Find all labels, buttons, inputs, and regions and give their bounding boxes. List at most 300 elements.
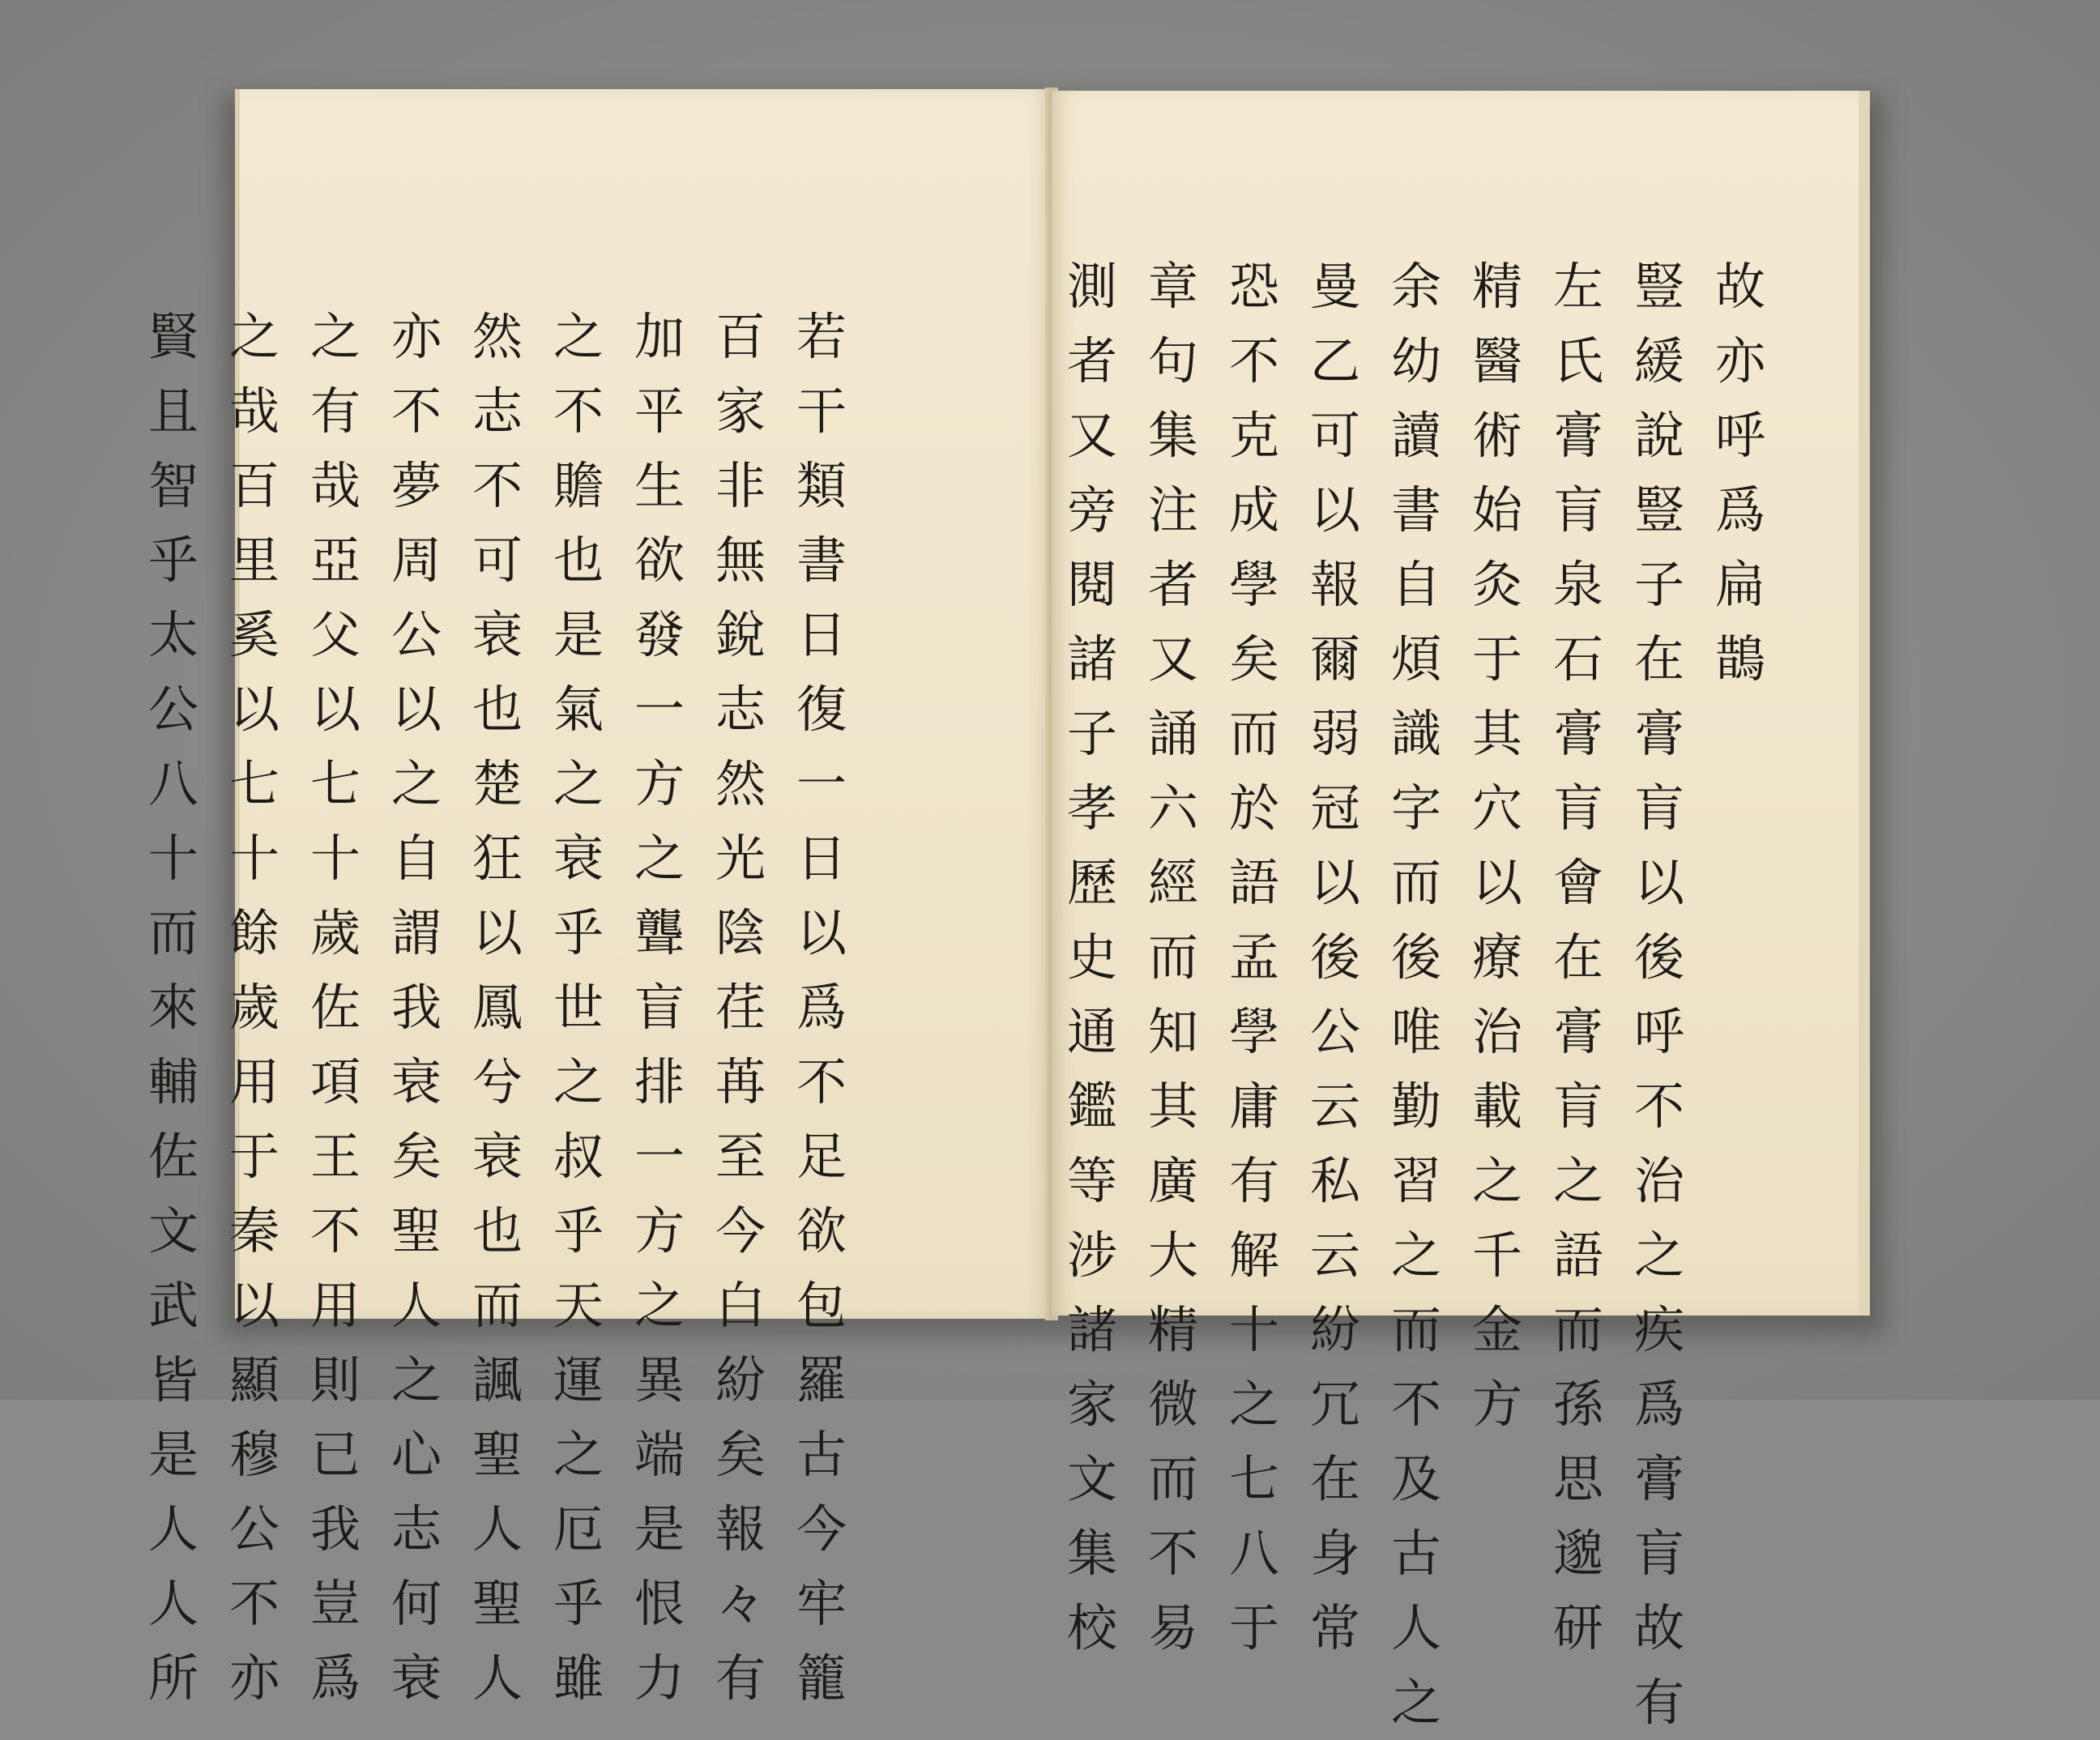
glyph: 報 bbox=[1309, 555, 1360, 614]
glyph: 不 bbox=[228, 1574, 280, 1633]
glyph: 不 bbox=[1390, 1375, 1441, 1434]
glyph: 厄 bbox=[553, 1499, 604, 1559]
glyph: 千 bbox=[1471, 1226, 1522, 1285]
glyph: 佐 bbox=[309, 978, 361, 1037]
glyph: 衰 bbox=[472, 1127, 523, 1186]
glyph: 叔 bbox=[553, 1127, 604, 1186]
glyph: 章 bbox=[1147, 257, 1198, 316]
glyph: 聾 bbox=[634, 903, 685, 962]
glyph: 苒 bbox=[715, 1052, 766, 1111]
glyph: 克 bbox=[1228, 406, 1279, 465]
glyph: 心 bbox=[391, 1425, 442, 1484]
glyph: 矣 bbox=[391, 1127, 442, 1186]
glyph: 冠 bbox=[1309, 778, 1360, 838]
left-page bbox=[147, 89, 1052, 1708]
glyph: 余 bbox=[1390, 257, 1441, 316]
glyph: 不 bbox=[1633, 1077, 1684, 1136]
glyph: 羅 bbox=[796, 1350, 847, 1409]
glyph: 亦 bbox=[1714, 331, 1765, 390]
glyph: 且 bbox=[147, 382, 198, 441]
glyph: 平 bbox=[634, 382, 685, 441]
glyph: 以 bbox=[472, 903, 523, 962]
glyph: 古 bbox=[1390, 1524, 1441, 1583]
glyph: 而 bbox=[472, 1276, 523, 1335]
glyph: 醫 bbox=[1471, 331, 1522, 390]
glyph: 於 bbox=[1228, 778, 1279, 838]
glyph: 在 bbox=[1633, 629, 1684, 689]
glyph: 光 bbox=[715, 829, 766, 888]
glyph: 廣 bbox=[1147, 1151, 1198, 1210]
glyph: 爲 bbox=[1633, 1375, 1684, 1434]
glyph: 之 bbox=[1471, 1151, 1522, 1210]
glyph: 子 bbox=[1066, 704, 1117, 763]
glyph: 然 bbox=[715, 754, 766, 813]
glyph: 端 bbox=[634, 1425, 685, 1484]
glyph: 乎 bbox=[553, 1574, 604, 1633]
glyph: 六 bbox=[1147, 778, 1198, 838]
glyph: 力 bbox=[634, 1648, 685, 1708]
glyph: 謂 bbox=[391, 903, 442, 962]
glyph: 類 bbox=[796, 456, 847, 515]
glyph: 微 bbox=[1147, 1375, 1198, 1434]
glyph: 豎 bbox=[1633, 257, 1684, 316]
glyph: 家 bbox=[715, 382, 766, 441]
glyph: 又 bbox=[1147, 629, 1198, 689]
glyph: 後 bbox=[1309, 928, 1360, 987]
glyph: 緩 bbox=[1633, 331, 1684, 390]
glyph: 餘 bbox=[228, 903, 280, 962]
glyph: 古 bbox=[796, 1425, 847, 1484]
glyph: 十 bbox=[1228, 1300, 1279, 1359]
glyph: 鳳 bbox=[472, 978, 523, 1037]
glyph: 集 bbox=[1147, 406, 1198, 465]
glyph: 恐 bbox=[1228, 257, 1279, 316]
glyph: 說 bbox=[1633, 406, 1684, 465]
glyph: 今 bbox=[715, 1201, 766, 1260]
glyph: 之 bbox=[553, 1052, 604, 1111]
glyph: 以 bbox=[228, 680, 280, 739]
glyph: 療 bbox=[1471, 928, 1522, 987]
glyph: 發 bbox=[634, 605, 685, 664]
glyph: 項 bbox=[309, 1052, 361, 1111]
glyph: 兮 bbox=[472, 1052, 523, 1111]
glyph: 灸 bbox=[1471, 555, 1522, 614]
glyph: 易 bbox=[1147, 1598, 1198, 1657]
glyph: 文 bbox=[1066, 1449, 1117, 1508]
glyph: 識 bbox=[1390, 704, 1441, 763]
glyph: 亦 bbox=[391, 307, 442, 366]
glyph: 至 bbox=[715, 1127, 766, 1186]
left-column-1 bbox=[789, 300, 854, 1716]
glyph: 膏 bbox=[1552, 704, 1603, 763]
glyph: 可 bbox=[1309, 406, 1360, 465]
glyph: 于 bbox=[1228, 1598, 1279, 1657]
glyph: 習 bbox=[1390, 1151, 1441, 1210]
glyph: 者 bbox=[1147, 555, 1198, 614]
glyph: 人 bbox=[147, 1499, 198, 1559]
right-column-9 bbox=[1060, 249, 1125, 1665]
glyph: 白 bbox=[715, 1276, 766, 1335]
glyph: 奚 bbox=[228, 605, 280, 664]
glyph: 解 bbox=[1228, 1226, 1279, 1285]
glyph: 成 bbox=[1228, 480, 1279, 539]
glyph: 何 bbox=[391, 1574, 442, 1633]
glyph: 欲 bbox=[634, 531, 685, 590]
glyph: 之 bbox=[1633, 1226, 1684, 1285]
glyph: 大 bbox=[1147, 1226, 1198, 1285]
glyph: 語 bbox=[1552, 1226, 1603, 1285]
left-column-7 bbox=[303, 300, 368, 1716]
glyph: 之 bbox=[1390, 1226, 1441, 1285]
glyph: 有 bbox=[1228, 1151, 1279, 1210]
glyph: 始 bbox=[1471, 480, 1522, 539]
glyph: 孝 bbox=[1066, 778, 1117, 838]
glyph: 人 bbox=[1390, 1598, 1441, 1657]
glyph: 等 bbox=[1066, 1151, 1117, 1210]
glyph: 學 bbox=[1228, 555, 1279, 614]
glyph: 學 bbox=[1228, 1002, 1279, 1061]
glyph: 來 bbox=[147, 978, 198, 1037]
glyph: 人 bbox=[472, 1499, 523, 1559]
right-column-1 bbox=[1708, 249, 1773, 697]
glyph: 其 bbox=[1471, 704, 1522, 763]
glyph: 不 bbox=[553, 382, 604, 441]
glyph: 日 bbox=[796, 605, 847, 664]
glyph: 以 bbox=[1471, 853, 1522, 912]
glyph: 籠 bbox=[796, 1648, 847, 1708]
glyph: 鵲 bbox=[1714, 629, 1765, 689]
glyph: 八 bbox=[1228, 1524, 1279, 1583]
glyph: 牢 bbox=[796, 1574, 847, 1633]
glyph: 哉 bbox=[228, 382, 280, 441]
glyph: 以 bbox=[391, 680, 442, 739]
glyph: 孟 bbox=[1228, 928, 1279, 987]
glyph: 經 bbox=[1147, 853, 1198, 912]
glyph: 精 bbox=[1471, 257, 1522, 316]
glyph: 誦 bbox=[1147, 704, 1198, 763]
glyph: 我 bbox=[391, 978, 442, 1037]
glyph: 非 bbox=[715, 456, 766, 515]
glyph: 武 bbox=[147, 1276, 198, 1335]
glyph: 石 bbox=[1552, 629, 1603, 689]
glyph: 不 bbox=[1228, 331, 1279, 390]
glyph: 父 bbox=[309, 605, 361, 664]
glyph: 句 bbox=[1147, 331, 1198, 390]
glyph: 用 bbox=[228, 1052, 280, 1111]
right-column-4 bbox=[1465, 249, 1530, 1442]
glyph: 夢 bbox=[391, 456, 442, 515]
left-column-3 bbox=[627, 300, 692, 1716]
glyph: 是 bbox=[553, 605, 604, 664]
glyph: 八 bbox=[147, 754, 198, 813]
glyph: 書 bbox=[1390, 480, 1441, 539]
glyph: 膏 bbox=[1552, 1002, 1603, 1061]
glyph: 精 bbox=[1147, 1300, 1198, 1359]
glyph: 治 bbox=[1633, 1151, 1684, 1210]
glyph: 公 bbox=[147, 680, 198, 739]
glyph: 聖 bbox=[472, 1574, 523, 1633]
glyph: 曼 bbox=[1309, 257, 1360, 316]
glyph: 人 bbox=[391, 1276, 442, 1335]
glyph: 之 bbox=[553, 754, 604, 813]
glyph: 在 bbox=[1309, 1449, 1360, 1508]
glyph: 又 bbox=[1066, 406, 1117, 465]
glyph: 載 bbox=[1471, 1077, 1522, 1136]
glyph: 之 bbox=[391, 1350, 442, 1409]
glyph: 矣 bbox=[1228, 629, 1279, 689]
glyph: 之 bbox=[1228, 1375, 1279, 1434]
glyph: 干 bbox=[796, 382, 847, 441]
glyph: 太 bbox=[147, 605, 198, 664]
glyph: 陰 bbox=[715, 903, 766, 962]
glyph: 日 bbox=[796, 829, 847, 888]
left-column-6 bbox=[384, 300, 449, 1716]
glyph: 以 bbox=[1309, 480, 1360, 539]
glyph: 膏 bbox=[1633, 1449, 1684, 1508]
glyph: 方 bbox=[1471, 1375, 1522, 1434]
right-page bbox=[1052, 91, 1870, 1732]
glyph: 爾 bbox=[1309, 629, 1360, 689]
glyph: 方 bbox=[634, 1201, 685, 1260]
glyph: 之 bbox=[228, 307, 280, 366]
glyph: 爲 bbox=[796, 978, 847, 1037]
left-column-4 bbox=[546, 300, 611, 1716]
glyph: 疾 bbox=[1633, 1300, 1684, 1359]
glyph: 志 bbox=[391, 1499, 442, 1559]
glyph: 之 bbox=[634, 829, 685, 888]
glyph: 王 bbox=[309, 1127, 361, 1186]
glyph: 乎 bbox=[553, 903, 604, 962]
glyph: 自 bbox=[1390, 555, 1441, 614]
glyph: 及 bbox=[1390, 1449, 1441, 1508]
glyph: 是 bbox=[147, 1425, 198, 1484]
glyph: 爲 bbox=[309, 1648, 361, 1708]
glyph: 銳 bbox=[715, 605, 766, 664]
glyph: 身 bbox=[1309, 1524, 1360, 1583]
glyph: 排 bbox=[634, 1052, 685, 1111]
glyph: 聖 bbox=[391, 1201, 442, 1260]
glyph: 後 bbox=[1390, 928, 1441, 987]
glyph: 雖 bbox=[553, 1648, 604, 1708]
glyph: 足 bbox=[796, 1127, 847, 1186]
glyph: 穆 bbox=[228, 1425, 280, 1484]
glyph: 十 bbox=[309, 829, 361, 888]
glyph: 以 bbox=[796, 903, 847, 962]
glyph: 復 bbox=[796, 680, 847, 739]
glyph: 々 bbox=[715, 1574, 766, 1633]
glyph: 爲 bbox=[1714, 480, 1765, 539]
glyph: 不 bbox=[796, 1052, 847, 1111]
glyph: 七 bbox=[228, 754, 280, 813]
glyph: 穴 bbox=[1471, 778, 1522, 838]
glyph: 七 bbox=[1228, 1449, 1279, 1508]
glyph: 之 bbox=[634, 1276, 685, 1335]
glyph: 涉 bbox=[1066, 1226, 1117, 1285]
glyph: 加 bbox=[634, 307, 685, 366]
right-column-7 bbox=[1222, 249, 1287, 1665]
glyph: 煩 bbox=[1390, 629, 1441, 689]
glyph: 楚 bbox=[472, 754, 523, 813]
glyph: 文 bbox=[147, 1201, 198, 1260]
glyph: 扁 bbox=[1714, 555, 1765, 614]
glyph: 盲 bbox=[634, 978, 685, 1037]
glyph: 方 bbox=[634, 754, 685, 813]
glyph: 其 bbox=[1147, 1077, 1198, 1136]
glyph: 狂 bbox=[472, 829, 523, 888]
glyph: 歲 bbox=[309, 903, 361, 962]
glyph: 云 bbox=[1309, 1226, 1360, 1285]
glyph: 氣 bbox=[553, 680, 604, 739]
glyph: 校 bbox=[1066, 1598, 1117, 1657]
glyph: 之 bbox=[391, 754, 442, 813]
glyph: 膏 bbox=[1552, 406, 1603, 465]
glyph: 金 bbox=[1471, 1300, 1522, 1359]
glyph: 而 bbox=[1147, 928, 1198, 987]
glyph: 亦 bbox=[228, 1648, 280, 1708]
glyph: 智 bbox=[147, 456, 198, 515]
glyph: 邈 bbox=[1552, 1524, 1603, 1583]
glyph: 豈 bbox=[309, 1574, 361, 1633]
glyph: 紛 bbox=[1309, 1300, 1360, 1359]
glyph: 故 bbox=[1714, 257, 1765, 316]
glyph: 也 bbox=[472, 1201, 523, 1260]
glyph: 旁 bbox=[1066, 480, 1117, 539]
glyph: 天 bbox=[553, 1276, 604, 1335]
glyph: 衰 bbox=[472, 605, 523, 664]
glyph: 注 bbox=[1147, 480, 1198, 539]
glyph: 也 bbox=[553, 531, 604, 590]
glyph: 恨 bbox=[634, 1574, 685, 1633]
glyph: 之 bbox=[553, 307, 604, 366]
left-column-9 bbox=[141, 300, 206, 1716]
glyph: 庸 bbox=[1228, 1077, 1279, 1136]
glyph: 有 bbox=[1633, 1673, 1684, 1732]
glyph: 肓 bbox=[1552, 480, 1603, 539]
glyph: 而 bbox=[1552, 1300, 1603, 1359]
glyph: 里 bbox=[228, 531, 280, 590]
glyph: 若 bbox=[796, 307, 847, 366]
glyph: 不 bbox=[1147, 1524, 1198, 1583]
glyph: 人 bbox=[147, 1574, 198, 1633]
glyph: 生 bbox=[634, 456, 685, 515]
glyph: 思 bbox=[1552, 1449, 1603, 1508]
glyph: 百 bbox=[715, 307, 766, 366]
glyph: 之 bbox=[309, 307, 361, 366]
glyph: 子 bbox=[1633, 555, 1684, 614]
glyph: 字 bbox=[1390, 778, 1441, 838]
glyph: 聖 bbox=[472, 1425, 523, 1484]
glyph: 秦 bbox=[228, 1201, 280, 1260]
glyph: 會 bbox=[1552, 853, 1603, 912]
glyph: 報 bbox=[715, 1499, 766, 1559]
glyph: 是 bbox=[634, 1499, 685, 1559]
glyph: 研 bbox=[1552, 1598, 1603, 1657]
glyph: 則 bbox=[309, 1350, 361, 1409]
glyph: 之 bbox=[553, 1425, 604, 1484]
glyph: 諸 bbox=[1066, 629, 1117, 689]
glyph: 孫 bbox=[1552, 1375, 1603, 1434]
glyph: 而 bbox=[147, 903, 198, 962]
glyph: 皆 bbox=[147, 1350, 198, 1409]
glyph: 語 bbox=[1228, 853, 1279, 912]
glyph: 之 bbox=[1390, 1673, 1441, 1732]
glyph: 所 bbox=[147, 1648, 198, 1708]
glyph: 術 bbox=[1471, 406, 1522, 465]
glyph: 佐 bbox=[147, 1127, 198, 1186]
glyph: 衰 bbox=[553, 829, 604, 888]
glyph: 膏 bbox=[1633, 704, 1684, 763]
glyph: 贍 bbox=[553, 456, 604, 515]
glyph: 乙 bbox=[1309, 331, 1360, 390]
glyph: 私 bbox=[1309, 1151, 1360, 1210]
glyph: 不 bbox=[309, 1201, 361, 1260]
glyph: 云 bbox=[1309, 1077, 1360, 1136]
glyph: 周 bbox=[391, 531, 442, 590]
glyph: 一 bbox=[634, 680, 685, 739]
glyph: 一 bbox=[796, 754, 847, 813]
glyph: 公 bbox=[228, 1499, 280, 1559]
glyph: 已 bbox=[309, 1425, 361, 1484]
glyph: 肓 bbox=[1633, 778, 1684, 838]
glyph: 百 bbox=[228, 456, 280, 515]
glyph: 十 bbox=[147, 829, 198, 888]
glyph: 常 bbox=[1309, 1598, 1360, 1657]
glyph: 我 bbox=[309, 1499, 361, 1559]
glyph: 不 bbox=[472, 456, 523, 515]
glyph: 輔 bbox=[147, 1052, 198, 1111]
glyph: 而 bbox=[1228, 704, 1279, 763]
glyph: 而 bbox=[1390, 853, 1441, 912]
right-column-8 bbox=[1141, 249, 1206, 1665]
glyph: 唯 bbox=[1390, 1002, 1441, 1061]
glyph: 公 bbox=[391, 605, 442, 664]
glyph: 治 bbox=[1471, 1002, 1522, 1061]
glyph: 肓 bbox=[1552, 1077, 1603, 1136]
glyph: 然 bbox=[472, 307, 523, 366]
glyph: 世 bbox=[553, 978, 604, 1037]
glyph: 以 bbox=[309, 680, 361, 739]
glyph: 知 bbox=[1147, 1002, 1198, 1061]
glyph: 者 bbox=[1066, 331, 1117, 390]
glyph: 歷 bbox=[1066, 853, 1117, 912]
glyph: 也 bbox=[472, 680, 523, 739]
glyph: 于 bbox=[1471, 629, 1522, 689]
glyph: 肓 bbox=[1633, 1524, 1684, 1583]
glyph: 可 bbox=[472, 531, 523, 590]
glyph: 幼 bbox=[1390, 331, 1441, 390]
glyph: 一 bbox=[634, 1127, 685, 1186]
glyph: 紛 bbox=[715, 1350, 766, 1409]
glyph: 亞 bbox=[309, 531, 361, 590]
glyph: 鑑 bbox=[1066, 1077, 1117, 1136]
glyph: 通 bbox=[1066, 1002, 1117, 1061]
glyph: 諸 bbox=[1066, 1300, 1117, 1359]
left-column-5 bbox=[465, 300, 530, 1716]
glyph: 志 bbox=[472, 382, 523, 441]
glyph: 欲 bbox=[796, 1201, 847, 1260]
glyph: 閱 bbox=[1066, 555, 1117, 614]
glyph: 諷 bbox=[472, 1350, 523, 1409]
glyph: 荏 bbox=[715, 978, 766, 1037]
glyph: 志 bbox=[715, 680, 766, 739]
glyph: 呼 bbox=[1714, 406, 1765, 465]
glyph: 運 bbox=[553, 1350, 604, 1409]
glyph: 測 bbox=[1066, 257, 1117, 316]
glyph: 以 bbox=[1633, 853, 1684, 912]
glyph: 史 bbox=[1066, 928, 1117, 987]
glyph: 而 bbox=[1390, 1300, 1441, 1359]
right-column-6 bbox=[1303, 249, 1368, 1665]
